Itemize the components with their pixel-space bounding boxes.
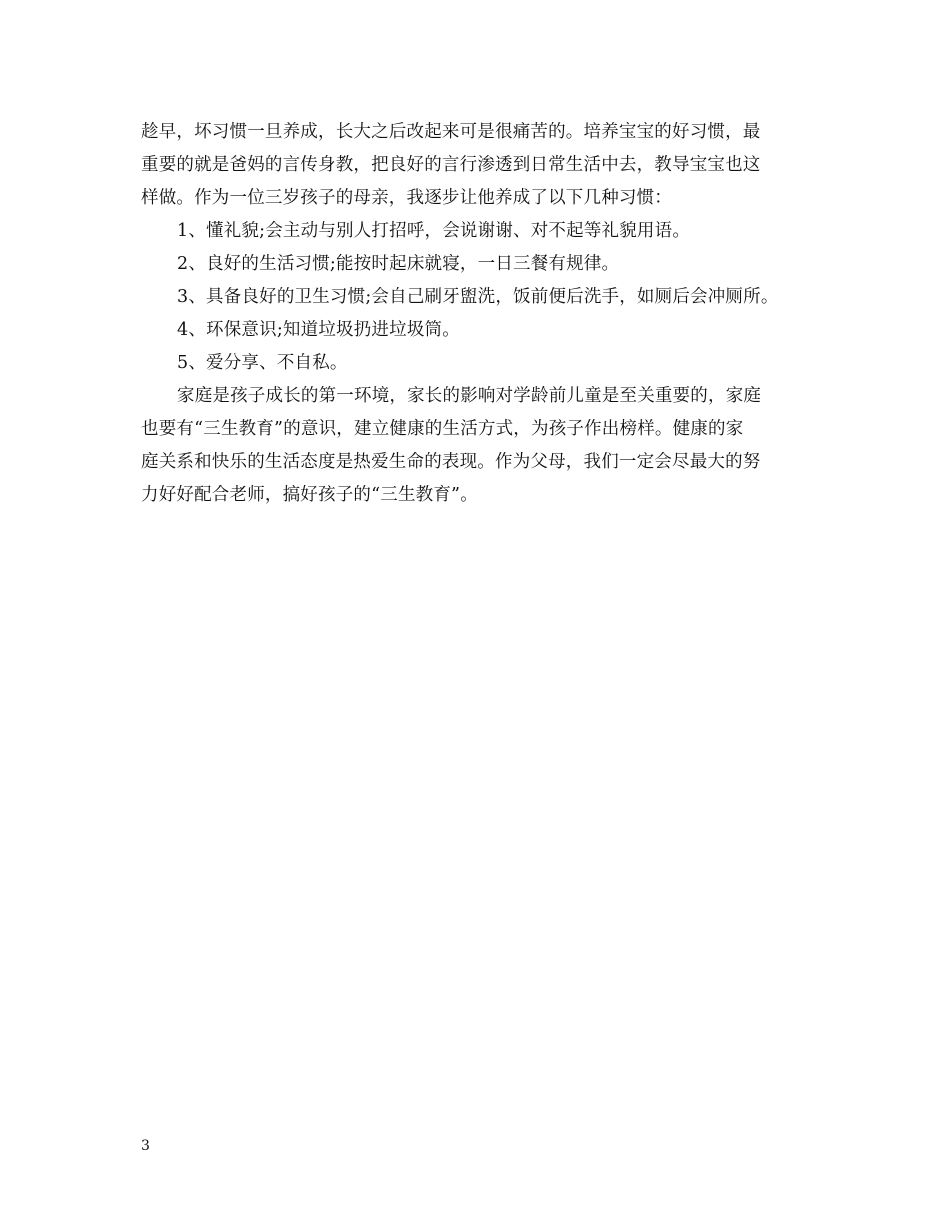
paragraph-line: 样做。作为一位三岁孩子的母亲，我逐步让他养成了以下几种习惯： (141, 188, 672, 208)
paragraph-conclusion (141, 380, 811, 512)
list-item: 4、环保意识;知道垃圾扔进垃圾筒。 (177, 320, 460, 340)
paragraph-line: 重要的就是爸妈的言传身教，把良好的言行渗透到日常生活中去，教导宝宝也这 (141, 155, 761, 175)
list-item: 3、具备良好的卫生习惯;会自己刷牙盥洗，饭前便后洗手，如厕后会冲厕所。 (177, 287, 779, 307)
paragraph-line: 力好好配合老师，搞好孩子的“三生教育”。 (141, 485, 478, 505)
paragraph-line: 家庭是孩子成长的第一环境，家长的影响对学龄前儿童是至关重要的，家庭 (177, 386, 762, 406)
document-body (141, 116, 811, 512)
habit-list (141, 215, 811, 380)
list-item: 5、爱分享、不自私。 (177, 353, 348, 373)
paragraph-intro (141, 116, 811, 215)
paragraph-line: 庭关系和快乐的生活态度是热爱生命的表现。作为父母，我们一定会尽最大的努 (141, 452, 761, 472)
page-number: 3 (141, 1138, 150, 1154)
list-item: 2、良好的生活习惯;能按时起床就寝，一日三餐有规律。 (177, 254, 620, 274)
paragraph-line: 也要有“三生教育”的意识，建立健康的生活方式，为孩子作出榜样。健康的家 (141, 419, 744, 439)
list-item: 1、懂礼貌;会主动与别人打招呼，会说谢谢、对不起等礼貌用语。 (177, 221, 691, 241)
paragraph-line: 趁早，坏习惯一旦养成，长大之后改起来可是很痛苦的。培养宝宝的好习惯，最 (141, 122, 761, 142)
